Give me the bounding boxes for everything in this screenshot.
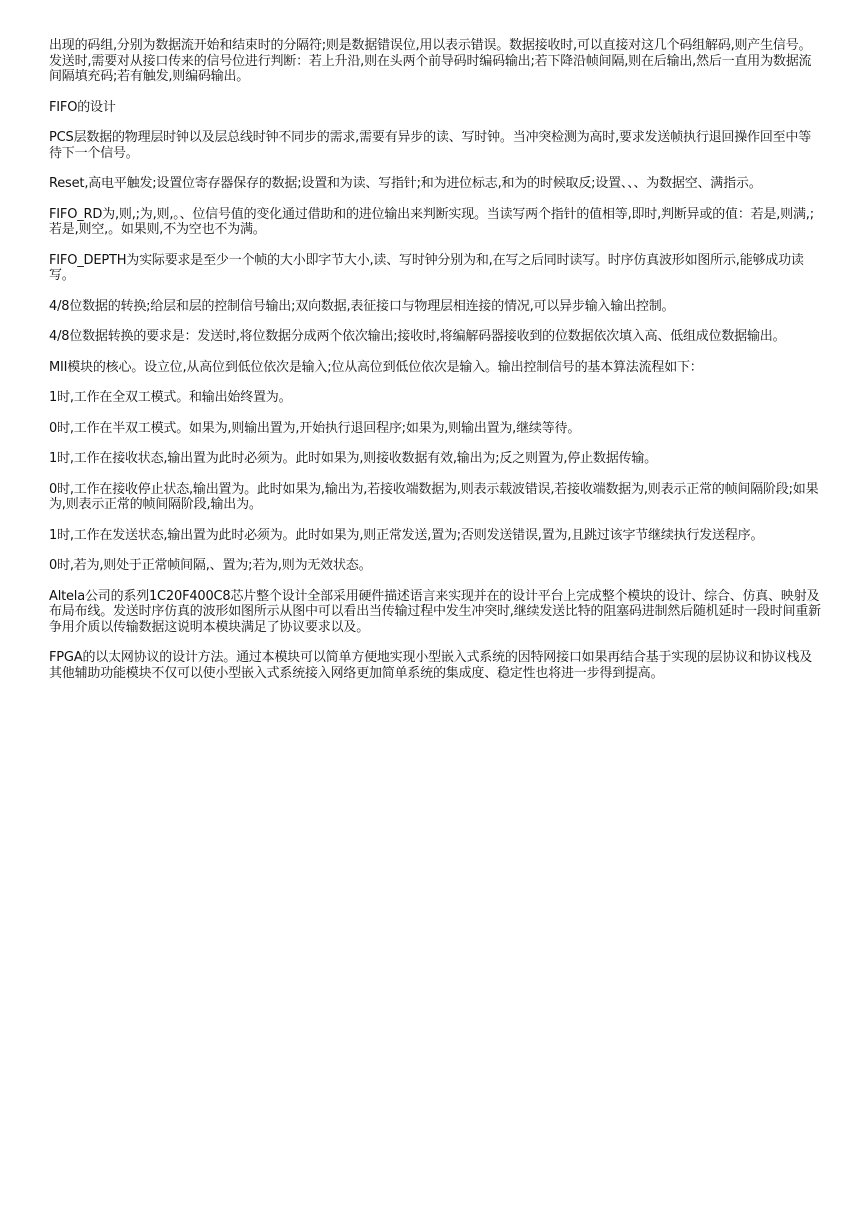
paragraph-reset: Reset,高电平触发;设置位寄存器保存的数据;设置和为读、写指针;和为进位标志,和为的时候取反;设置、、、为数据空、满指示。 (49, 176, 762, 191)
paragraph-frame-gap: 0时,若为,则处于正常帧间隔,、置为;若为,则为无效状态。 (49, 558, 372, 573)
paragraph-mii-core: MII模块的核心。设立位,从高位到低位依次是输入;位从高位到低位依次是输入。输出控制信号的基本算法流程如下： (49, 359, 703, 375)
section-heading-fifo: FIFO的设计 (49, 99, 116, 115)
paragraph-fpga-conclusion: FPGA的以太网协议的设计方法。通过本模块可以简单方便地实现小型嵌入式系统的因特网接口如果再结合基于实现的层协议和协议栈及其他辅助功能模块不仅可以使小型嵌入式系统接入网络更加简单系统的集成度、稳定性也将进一步得到提高。 (49, 650, 813, 681)
paragraph-altera-implementation: Altela公司的系列1C20F400C8芯片整个设计全部采用硬件描述语言来实现并在的设计平台上完成整个模块的设计、综合、仿真、映射及布局布线。发送时序仿真的波形如图所示从图中可以看出当传输过程中发生冲突时,继续发送比特的阻塞码进制然后随机延时一段时间重新争用介质以传输数据这说明本模块满足了协议要求以及。 (49, 588, 821, 635)
paragraph-4-8-conversion: 4/8位数据的转换;给层和层的控制信号输出;双向数据,表征接口与物理层相连接的情况,可以异步输入输出控制。 (49, 298, 675, 314)
document-page (49, 38, 821, 696)
paragraph-receive-state: 1时,工作在接收状态,输出置为此时必须为。此时如果为,则接收数据有效,输出为;反之则置为,停止数据传输。 (49, 451, 657, 466)
paragraph-pcs-clock: PCS层数据的物理层时钟以及层总线时钟不同步的需求,需要有异步的读、写时钟。当冲突检测为高时,要求发送帧执行退回操作回至中等待下一个信号。 (49, 130, 812, 161)
paragraph-decoding: 出现的码组,分别为数据流开始和结束时的分隔符;则是数据错误位,用以表示错误。数据接收时,可以直接对这几个码组解码,则产生信号。发送时,需要对从接口传来的信号位进行判断：若上升沿,则在头两个前导码时编码输出;若下降沿帧间隔,则在后输出,然后一直用为数据流间隔填充码;若有触发,则编码输出。 (49, 38, 812, 84)
paragraph-half-duplex: 0时,工作在半双工模式。如果为,则输出置为,开始执行退回程序;如果为,则输出置为,继续等待。 (49, 420, 581, 436)
paragraph-fifo-rd: FIFO_RD为,则,;为,则,。、位信号值的变化通过借助和的进位输出来判断实现。当读写两个指针的值相等,即时,判断异或的值：若是,则满,;若是,则空,。如果则,不为空也不为满。 (49, 206, 814, 237)
paragraph-transmit-state: 1时,工作在发送状态,输出置为此时必须为。此时如果为,则正常发送,置为;否则发送错误,置为,且跳过该字节继续执行发送程序。 (49, 527, 764, 543)
paragraph-full-duplex: 1时,工作在全双工模式。和输出始终置为。 (49, 390, 292, 405)
paragraph-receive-stop-state: 0时,工作在接收停止状态,输出置为。此时如果为,输出为,若接收端数据为,则表示载波错误,若接收端数据为,则表示正常的帧间隔阶段;如果为,则表示正常的帧间隔阶段,输出为。 (49, 481, 819, 512)
paragraph-4-8-requirements: 4/8位数据转换的要求是：发送时,将位数据分成两个依次输出;接收时,将编解码器接收到的位数据依次填入高、低组成位数据输出。 (49, 329, 786, 344)
paragraph-fifo-depth: FIFO_DEPTH为实际要求是至少一个帧的大小即字节大小,读、写时钟分别为和,在写之后同时读写。时序仿真波形如图所示,能够成功读写。 (49, 252, 804, 283)
